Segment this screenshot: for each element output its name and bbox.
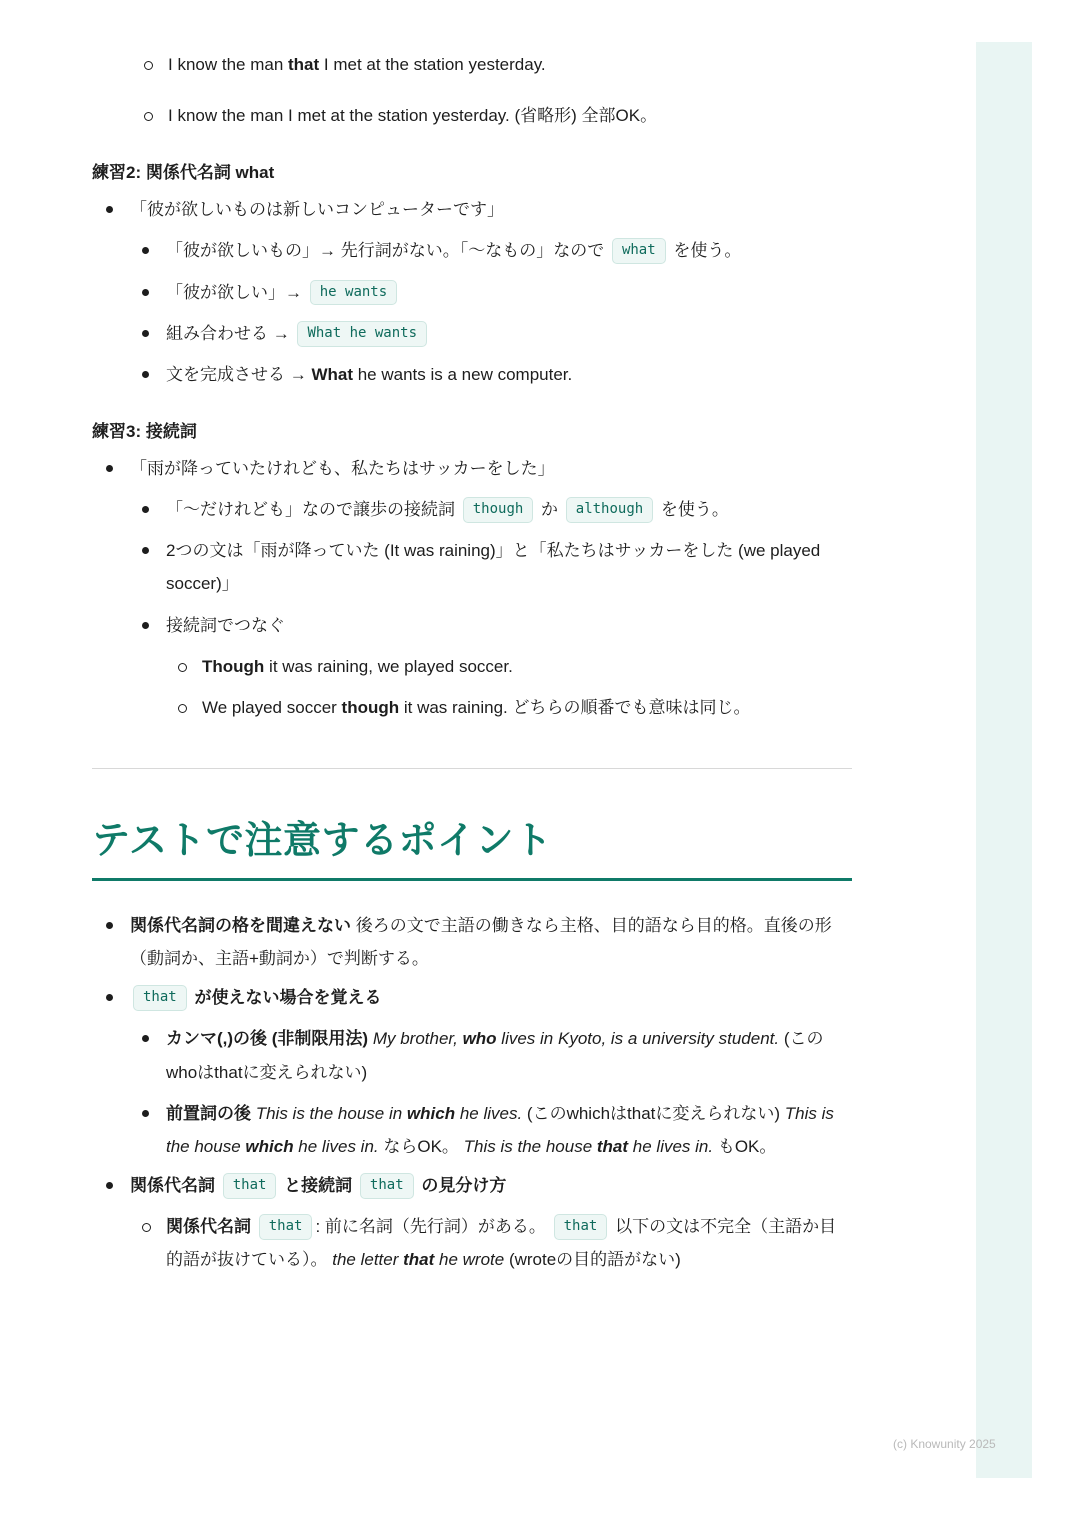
list-item [166, 650, 852, 683]
sub-b-plain3: もOK。 [713, 1136, 777, 1156]
list-item [130, 1097, 852, 1163]
test-point-1-bold: 関係代名詞の格を間違えない [130, 915, 351, 935]
practice2-step0-after: を使う。 [668, 241, 742, 261]
intro-bullet-1-text [168, 106, 657, 125]
sub-b-italic-bold2: which [245, 1136, 294, 1156]
intro-bullet-0-post: I met at the station yesterday. [319, 55, 546, 74]
right-side-rail [976, 42, 1032, 1478]
code-chip-that-conj: that [360, 1173, 414, 1199]
list-item [92, 193, 852, 391]
practice2-prompt: 「彼が欲しいものは新しいコンピューターです」 [130, 200, 504, 220]
sub-b-italic1: This is the house in [251, 1103, 407, 1123]
code-chip-though: though [463, 497, 534, 523]
practice3-step1-after: を使う。 [656, 500, 729, 520]
code-chip-what-he-wants: What he wants [297, 321, 427, 347]
sub-c-plain: (wroteの目的語がない) [504, 1250, 681, 1270]
test-point-1-rest: 後ろの文で主語の働きなら主格、目的語なら目的格。直後の形（動詞か、主語+動詞か）で判断する。 [130, 915, 832, 969]
sub-b-bold: 前置詞の後 [166, 1103, 251, 1123]
list-item [130, 358, 852, 391]
list-item [92, 48, 852, 81]
code-chip-that-c1: that [259, 1214, 313, 1240]
list-item [166, 691, 852, 724]
list-item [92, 452, 852, 724]
test-point-2-sublist [130, 1022, 852, 1163]
sub-b-italic-bold: which [406, 1103, 456, 1123]
intro-bullet-0-pre: I know the man [168, 55, 289, 74]
sub-c-italic-bold: that [403, 1250, 435, 1270]
list-item [130, 493, 852, 526]
list-item [130, 234, 852, 267]
test-point-3-middle: と接続詞 [279, 1175, 357, 1195]
sub-a-italic-bold: who [462, 1029, 497, 1049]
code-chip-that: that [133, 985, 187, 1011]
practice3-ex0-post: it was raining, we played soccer. [264, 656, 513, 676]
list-item [92, 981, 852, 1163]
list-item [92, 1169, 852, 1276]
list-item [130, 317, 852, 350]
code-chip-what: what [612, 238, 666, 264]
practice2-steps [130, 234, 852, 391]
practice3-step1-before: 「〜だけれども」なので譲歩の接続詞 [166, 500, 460, 520]
list-item [130, 609, 852, 724]
sub-b-italic3: This is the house [166, 1103, 834, 1156]
sub-a-bold: カンマ(,)の後 (非制限用法) [166, 1029, 369, 1049]
code-chip-he-wants: he wants [310, 280, 397, 306]
practice3-heading: 練習3: 接続詞 [92, 421, 197, 441]
practice3-ex1-bold: though [341, 697, 400, 717]
practice2-heading: 練習2: 関係代名詞 what [92, 163, 275, 183]
practice2-list [92, 193, 852, 391]
sub-b-plain2: ならOK。 [378, 1136, 459, 1156]
section-divider [92, 768, 852, 769]
list-item [92, 909, 852, 975]
sub-b-plain: (このwhichはthatに変えられない) [522, 1103, 785, 1123]
test-point-3-before: 関係代名詞 [130, 1175, 220, 1195]
intro-bullet-list [92, 48, 852, 132]
practice2-final-post: he wants is a new computer. [353, 364, 573, 384]
intro-bullet-0-bold: that [288, 55, 320, 74]
sub-c-text2: 以下の文は不完全（主語か目的語が抜けている）。 [166, 1217, 837, 1270]
practice3-ex1-pre: We played soccer [202, 697, 342, 717]
sub-b-italic5: This is the house [458, 1136, 597, 1156]
sub-c-italic2: he wrote [434, 1250, 505, 1270]
practice3-list [92, 452, 852, 724]
page-title: テストで注意するポイント [92, 819, 553, 862]
practice3-prompt: 「雨が降っていたけれども、私たちはサッカーをした」 [130, 458, 555, 478]
practice2-final-bold: What [311, 364, 353, 384]
title-underline [92, 878, 852, 881]
sub-b-italic6: he lives in. [628, 1136, 714, 1156]
practice2-step2-before: 組み合わせる → [166, 323, 295, 343]
sub-b-italic4: he lives in. [293, 1136, 379, 1156]
sub-b-italic2: he lives. [455, 1103, 523, 1123]
list-item [130, 1210, 852, 1276]
code-chip-that-rel: that [223, 1173, 277, 1199]
list-item [130, 276, 852, 309]
test-point-3-after: の見分け方 [416, 1175, 507, 1195]
document-content [92, 40, 852, 1282]
sub-a-italic1: My brother, [368, 1029, 463, 1049]
practice3-ex0-bold: Though [202, 656, 265, 676]
sub-a-plain: (このwhoはthatに変えられない) [166, 1029, 824, 1082]
test-points-list [92, 909, 852, 1276]
intro-bullet-1-pre: I know the man I met at the station yesterday. (省略形) 全部OK。 [168, 106, 658, 126]
code-chip-although: although [566, 497, 653, 523]
practice3-examples [166, 650, 852, 724]
watermark: (c) Knowunity 2025 [893, 1437, 996, 1451]
practice3-ex1-post: it was raining. どちらの順番でも意味は同じ。 [399, 697, 751, 717]
code-chip-that-c2: that [554, 1214, 608, 1240]
list-item [130, 534, 852, 600]
practice2-final-pre: 文を完成させる → [166, 364, 312, 384]
sub-a-italic2: lives in Kyoto, is a university student. [496, 1029, 780, 1049]
list-item [92, 99, 852, 132]
sub-c-italic1: the letter [332, 1250, 404, 1270]
sub-b-italic-bold3: that [596, 1136, 629, 1156]
sub-c-text1: : 前に名詞（先行詞）がある。 [315, 1217, 551, 1237]
test-point-2-bold: が使えない場合を覚える [189, 988, 382, 1008]
sub-c-bold: 関係代名詞 [166, 1217, 256, 1237]
practice2-step1-before: 「彼が欲しい」→ [166, 282, 307, 302]
practice3-step1-middle: か [536, 500, 563, 520]
list-item [130, 1022, 852, 1088]
test-point-3-sublist [130, 1210, 852, 1276]
practice3-step2: 2つの文は「雨が降っていた (It was raining)」と「私たちはサッカーをした (we played soccer)」 [166, 541, 821, 594]
practice3-step3-label: 接続詞でつなぐ [166, 615, 285, 635]
practice3-steps [130, 493, 852, 724]
practice2-step0-before: 「彼が欲しいもの」→ 先行詞がない。「〜なもの」なので [166, 241, 609, 261]
